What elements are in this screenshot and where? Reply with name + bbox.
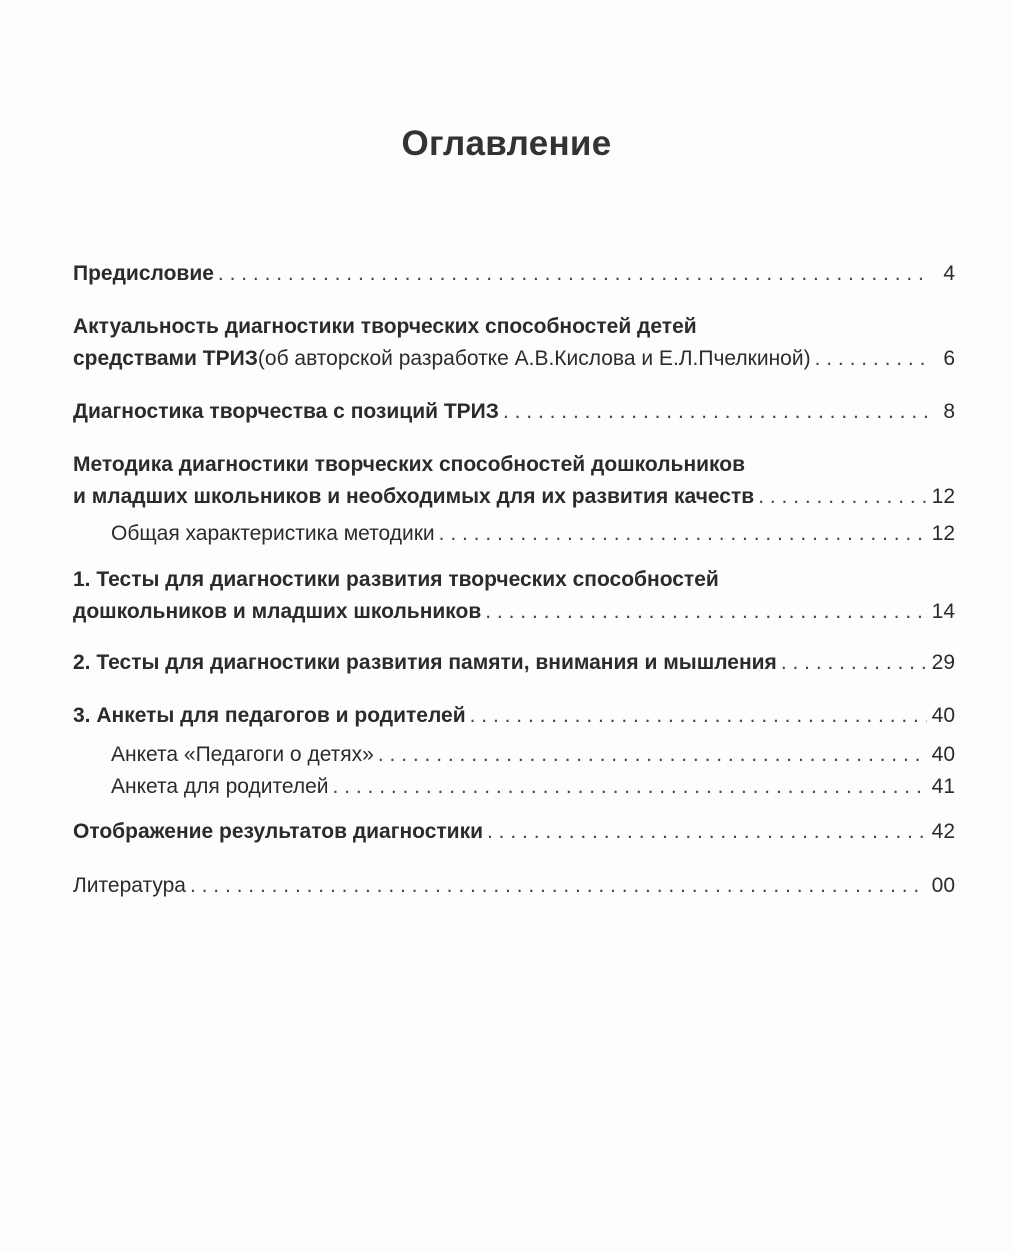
toc-entry-title: Литература — [73, 874, 186, 897]
toc-entry-questionnaire-parents[interactable] — [73, 771, 955, 803]
toc-entry-title-cont: средствами ТРИЗ — [73, 347, 258, 370]
toc-entry-title: Методика диагностики творческих способностей дошкольников — [73, 453, 746, 476]
toc-entry-literature[interactable] — [73, 870, 955, 902]
dot-leader — [190, 870, 927, 902]
toc-page-number: 29 — [931, 651, 955, 674]
toc-entry-title-cont: и младших школьников и необходимых для их развития качеств — [73, 485, 755, 508]
dot-leader — [781, 647, 927, 679]
toc-page-number: 14 — [931, 600, 955, 623]
toc-entry-title: Общая характеристика методики — [111, 522, 435, 545]
toc-page-number: 8 — [943, 400, 955, 423]
toc-entry-title: Диагностика творчества с позиций ТРИЗ — [73, 400, 499, 423]
toc-page-number: 00 — [931, 874, 955, 897]
toc-entry-title: 2. Тесты для диагностики развития памяти, внимания и мышления — [73, 651, 777, 674]
toc-page-number: 40 — [931, 704, 955, 727]
toc-page-number: 6 — [943, 347, 955, 370]
toc-entry-title-cont: дошкольников и младших школьников — [73, 600, 482, 623]
toc-entry-method[interactable] — [73, 449, 955, 513]
toc-entry-title: 1. Тесты для диагностики развития творческих способностей — [73, 568, 719, 591]
toc-entry-title: Анкета для родителей — [111, 775, 329, 798]
toc-page-number: 42 — [931, 820, 955, 843]
toc-page-number: 4 — [943, 262, 955, 285]
dot-leader — [218, 258, 927, 290]
toc-page-number: 40 — [931, 743, 955, 766]
toc-entry-tests-creativity[interactable] — [73, 564, 955, 628]
dot-leader — [503, 396, 927, 428]
dot-leader — [815, 343, 927, 375]
toc-entry-title: Актуальность диагностики творческих способностей детей — [73, 315, 697, 338]
toc-entry-relevance[interactable] — [73, 311, 955, 375]
toc-page-number: 41 — [931, 775, 955, 798]
toc-entry-title: 3. Анкеты для педагогов и родителей — [73, 704, 466, 727]
toc-entry-title: Анкета «Педагоги о детях» — [111, 743, 374, 766]
toc-entry-note: (об авторской разработке А.В.Кислова и Е.Л.Пчелкиной) — [257, 347, 811, 370]
dot-leader — [485, 596, 927, 628]
toc-entry-questionnaire-teachers[interactable] — [73, 739, 955, 771]
page-title: Оглавление — [401, 124, 612, 163]
dot-leader — [439, 518, 927, 550]
toc-page-number: 12 — [931, 485, 955, 508]
toc-entry-results[interactable] — [73, 816, 955, 848]
toc-entry-tests-memory[interactable] — [73, 647, 955, 679]
dot-leader — [378, 739, 927, 771]
toc-page-number: 12 — [931, 522, 955, 545]
toc-entry-preface[interactable] — [73, 258, 955, 290]
toc-entry-title: Предисловие — [73, 262, 214, 285]
dot-leader — [470, 700, 927, 732]
dot-leader — [333, 771, 927, 803]
toc-entry-questionnaires[interactable] — [73, 700, 955, 732]
dot-leader — [487, 816, 927, 848]
dot-leader — [758, 481, 927, 513]
toc-entry-diagnostics-triz[interactable] — [73, 396, 955, 428]
toc-entry-title: Отображение результатов диагностики — [73, 820, 484, 843]
toc-entry-general-characteristics[interactable] — [73, 518, 955, 550]
